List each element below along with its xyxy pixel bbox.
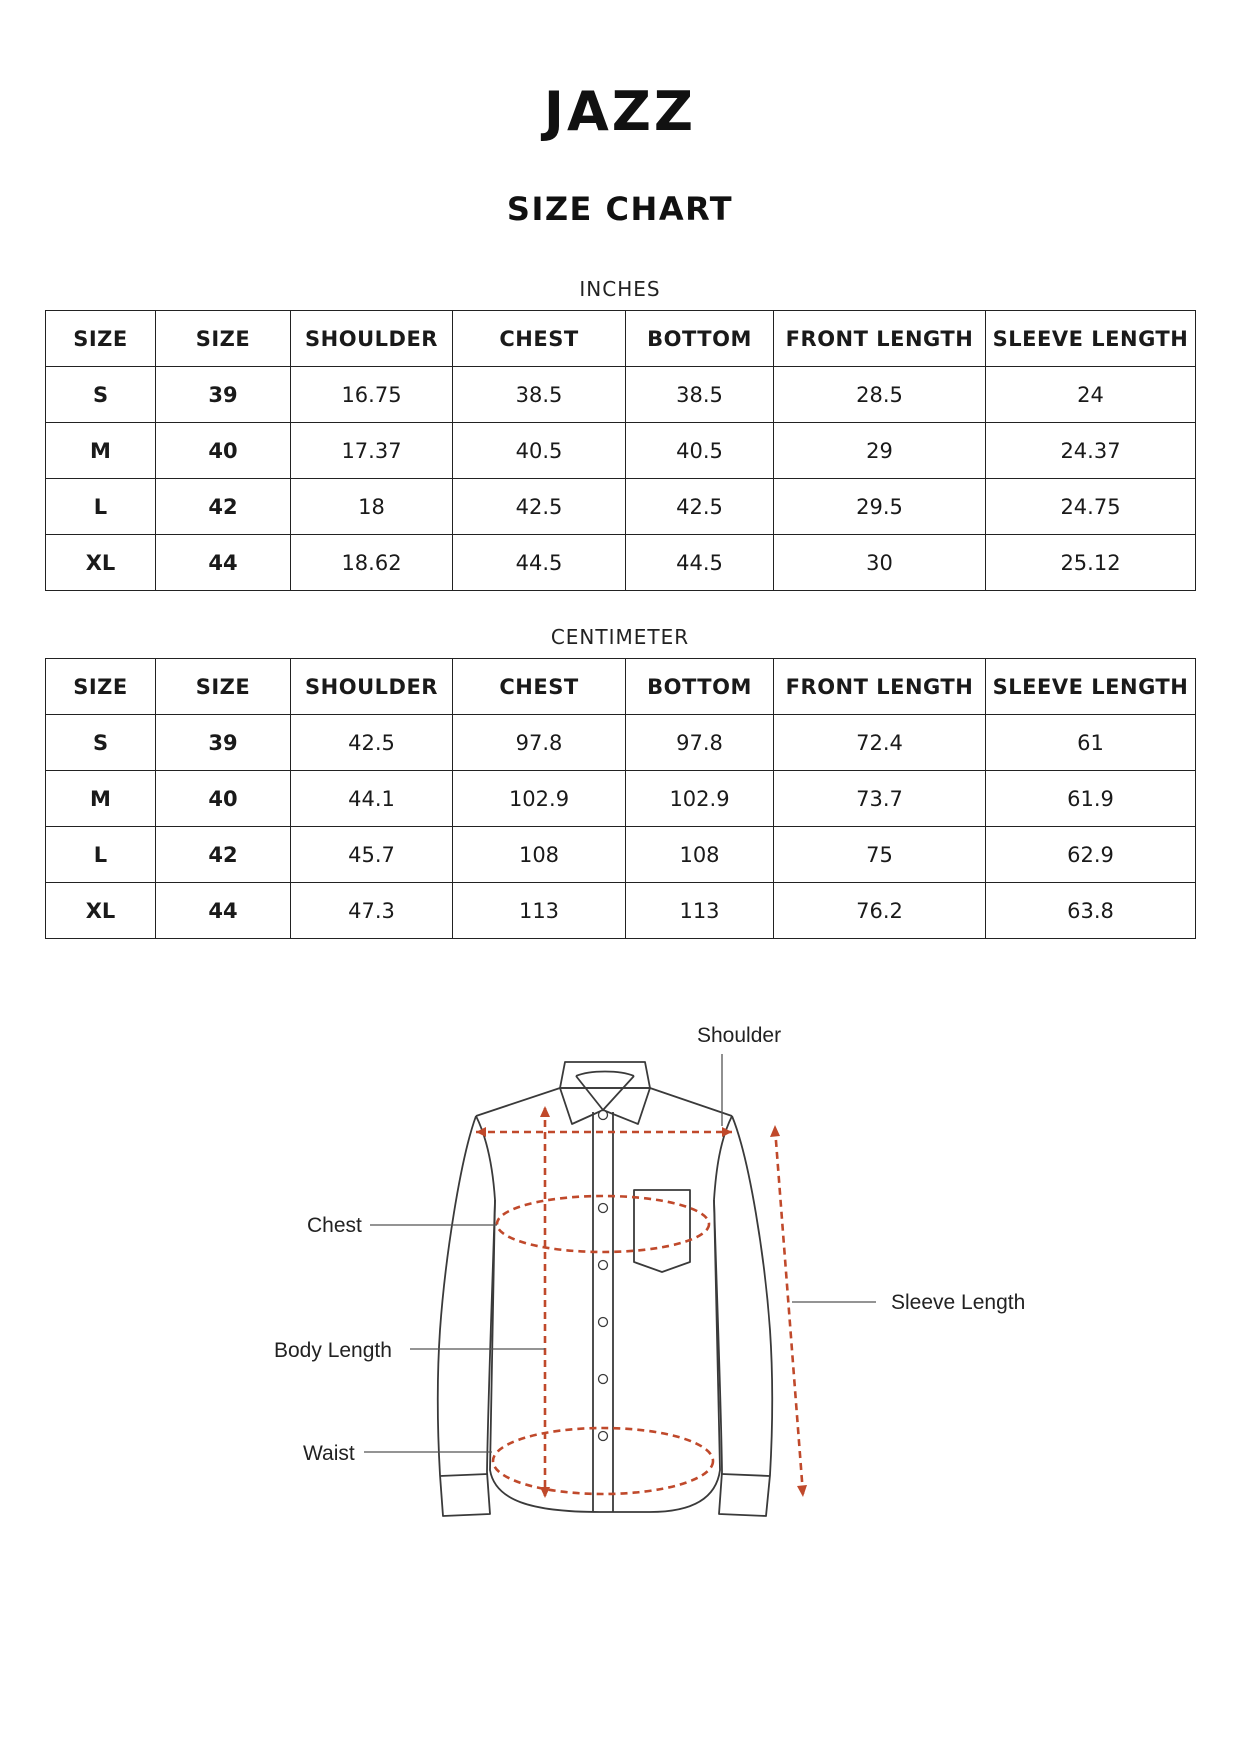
arrow-down-icon [540, 1487, 550, 1498]
table-cell: 108 [453, 827, 626, 883]
column-header: BOTTOM [626, 311, 774, 367]
table-cell: 39 [156, 715, 291, 771]
arrow-heads [476, 1106, 807, 1498]
table-cell: 24.75 [986, 479, 1196, 535]
table-cell: 62.9 [986, 827, 1196, 883]
brand-title: JAZZ [543, 80, 697, 143]
table-header-row [46, 659, 1196, 715]
buttons [599, 1111, 608, 1441]
table-cell: 40.5 [453, 423, 626, 479]
button-icon [599, 1375, 608, 1384]
button-icon [599, 1261, 608, 1270]
table-cell: 72.4 [774, 715, 986, 771]
column-header: SLEEVE LENGTH [986, 311, 1196, 367]
arrow-up-icon [770, 1125, 780, 1137]
table-cell: XL [46, 883, 156, 939]
column-header: FRONT LENGTH [774, 659, 986, 715]
centimeter-caption: CENTIMETER [550, 625, 690, 649]
column-header: SIZE [156, 311, 291, 367]
column-header: SLEEVE LENGTH [986, 659, 1196, 715]
inches-size-table [45, 310, 1196, 591]
table-cell: 44.1 [291, 771, 453, 827]
column-header: BOTTOM [626, 659, 774, 715]
table-cell: 44.5 [626, 535, 774, 591]
table-cell: 47.3 [291, 883, 453, 939]
sleeve-length-guide [775, 1128, 803, 1494]
waist-label: Waist [303, 1442, 355, 1465]
table-cell: 30 [774, 535, 986, 591]
table-cell: 61.9 [986, 771, 1196, 827]
column-header: SHOULDER [291, 659, 453, 715]
table-cell: 113 [453, 883, 626, 939]
table-cell: 44.5 [453, 535, 626, 591]
table-cell: 75 [774, 827, 986, 883]
table-cell: S [46, 715, 156, 771]
sleeve-length-label: Sleeve Length [891, 1291, 1026, 1314]
table-cell: 40 [156, 423, 291, 479]
arrow-down-icon [797, 1485, 807, 1497]
table-cell: 61 [986, 715, 1196, 771]
column-header: SIZE [46, 659, 156, 715]
column-header: SIZE [156, 659, 291, 715]
table-cell: 42.5 [291, 715, 453, 771]
table-cell: 40.5 [626, 423, 774, 479]
table-cell: 24 [986, 367, 1196, 423]
table-row [46, 827, 1196, 883]
button-icon [599, 1318, 608, 1327]
table-cell: 40 [156, 771, 291, 827]
table-cell: 38.5 [453, 367, 626, 423]
table-row [46, 883, 1196, 939]
table-cell: 108 [626, 827, 774, 883]
table-cell: 24.37 [986, 423, 1196, 479]
table-cell: 29 [774, 423, 986, 479]
table-cell: 102.9 [626, 771, 774, 827]
table-cell: 97.8 [626, 715, 774, 771]
column-header: SHOULDER [291, 311, 453, 367]
table-cell: 44 [156, 535, 291, 591]
table-row [46, 423, 1196, 479]
table-cell: 28.5 [774, 367, 986, 423]
table-cell: 25.12 [986, 535, 1196, 591]
size-chart-title: SIZE CHART [506, 190, 734, 228]
table-cell: 113 [626, 883, 774, 939]
table-cell: 39 [156, 367, 291, 423]
table-row [46, 715, 1196, 771]
table-cell: 45.7 [291, 827, 453, 883]
column-header: CHEST [453, 311, 626, 367]
table-row [46, 771, 1196, 827]
table-cell: 17.37 [291, 423, 453, 479]
table-row [46, 479, 1196, 535]
body-length-label: Body Length [274, 1339, 392, 1362]
table-cell: 29.5 [774, 479, 986, 535]
table-cell: 38.5 [626, 367, 774, 423]
table-cell: 73.7 [774, 771, 986, 827]
table-cell: M [46, 771, 156, 827]
table-header-row [46, 311, 1196, 367]
chest-label: Chest [307, 1214, 362, 1237]
table-cell: 42 [156, 827, 291, 883]
table-cell: M [46, 423, 156, 479]
table-cell: XL [46, 535, 156, 591]
column-header: FRONT LENGTH [774, 311, 986, 367]
table-cell: 16.75 [291, 367, 453, 423]
button-icon [599, 1111, 608, 1120]
table-cell: 18 [291, 479, 453, 535]
table-cell: L [46, 479, 156, 535]
centimeter-size-table [45, 658, 1196, 939]
column-header: CHEST [453, 659, 626, 715]
table-cell: 97.8 [453, 715, 626, 771]
table-cell: 44 [156, 883, 291, 939]
table-cell: 63.8 [986, 883, 1196, 939]
table-cell: 102.9 [453, 771, 626, 827]
arrow-up-icon [540, 1106, 550, 1117]
button-icon [599, 1204, 608, 1213]
table-cell: 18.62 [291, 535, 453, 591]
table-cell: 42.5 [626, 479, 774, 535]
column-header: SIZE [46, 311, 156, 367]
measurement-guides [476, 1108, 803, 1496]
table-row [46, 367, 1196, 423]
shirt-measurement-diagram [0, 1000, 1240, 1560]
table-row [46, 535, 1196, 591]
leader-lines [364, 1054, 876, 1452]
button-icon [599, 1432, 608, 1441]
table-cell: L [46, 827, 156, 883]
table-cell: 42.5 [453, 479, 626, 535]
table-cell: 76.2 [774, 883, 986, 939]
inches-caption: INCHES [579, 277, 661, 301]
table-cell: 42 [156, 479, 291, 535]
shoulder-label: Shoulder [697, 1024, 782, 1047]
table-cell: S [46, 367, 156, 423]
